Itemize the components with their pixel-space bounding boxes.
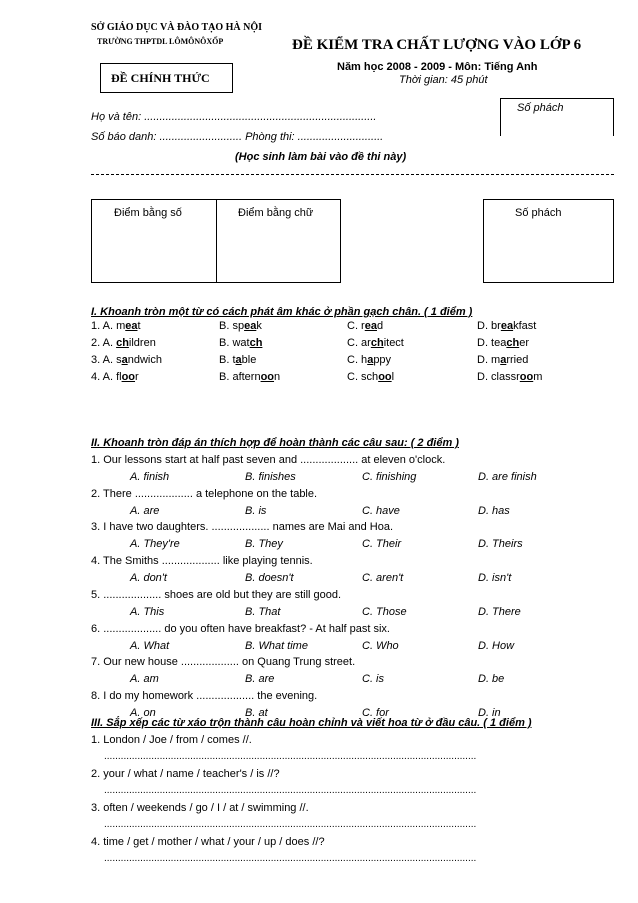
pron-option [477, 320, 536, 332]
answer-option[interactable]: B. finishes [245, 471, 296, 483]
reorder-question: 4. time / get / mother / what / your / up / does //? [91, 836, 325, 848]
pron-option [347, 337, 404, 349]
pron-option [91, 337, 156, 349]
pron-option-text: ppy [373, 354, 392, 366]
pron-option-text: 3. A. s [91, 354, 122, 366]
answer-option[interactable]: A. don't [130, 572, 167, 585]
pron-option-text: itect [383, 337, 404, 349]
answer-line[interactable]: ...................................................................................................................................... [104, 785, 477, 796]
pron-underlined-part: oo [519, 371, 534, 383]
answer-option[interactable]: A. am [130, 673, 159, 686]
pron-underlined-part: ch [370, 337, 384, 349]
section1-title: I. Khoanh tròn một từ có cách phát âm khác ở phần gạch chân. ( 1 điểm ) [91, 306, 473, 318]
pron-option-text: B. wat [219, 337, 250, 349]
pron-option-text: D. classr [477, 371, 520, 383]
so-phach-box [483, 199, 614, 283]
school-name: TRƯỜNG THPTDL LÔMÔNÔXỐP [97, 37, 224, 46]
question-text: 8. I do my homework ................... the evening. [91, 689, 318, 702]
answer-option[interactable]: B. at [245, 706, 268, 719]
student-number-line: Số báo danh: ........................... Phòng thi: ............................ [91, 131, 384, 143]
pron-underlined-part: ch [116, 337, 129, 349]
pron-option [347, 354, 391, 366]
reorder-question: 1. London / Joe / from / comes //. [91, 734, 252, 746]
year-subject: Năm học 2008 - 2009 - Môn: Tiếng Anh [337, 61, 538, 73]
pron-option [219, 354, 256, 366]
cut-line [91, 174, 614, 175]
section3-title: III. Sắp xếp các từ xáo trộn thành câu hoàn chỉnh và viết hoa từ ở đầu câu. ( 1 điểm ) [91, 717, 532, 729]
official-label: ĐỀ CHÍNH THỨC [111, 71, 210, 85]
pron-underlined-part: a [500, 354, 507, 366]
instruction: (Học sinh làm bài vào đề thi này) [235, 151, 407, 163]
answer-option[interactable]: A. What [130, 639, 170, 652]
pron-option-text: ble [241, 354, 257, 366]
reorder-question: 2. your / what / name / teacher's / is //? [91, 768, 280, 780]
answer-option[interactable]: C. aren't [362, 572, 404, 585]
so-phach-box-top [500, 98, 614, 136]
answer-option[interactable]: B. They [245, 538, 283, 551]
pron-option-text: r [135, 371, 139, 383]
pron-option [219, 371, 280, 383]
question-text: 4. The Smiths ................... like playing tennis. [91, 555, 313, 568]
pron-option-text: C. h [347, 354, 368, 366]
pron-option-text: B. sp [219, 320, 245, 332]
question-text: 7. Our new house ................... on Quang Trung street. [91, 656, 356, 669]
answer-option[interactable]: C. Their [362, 538, 402, 551]
student-name-line: Họ và tên: ............................................................................ [91, 111, 377, 123]
answer-option[interactable]: D. in [478, 706, 501, 719]
answer-option[interactable]: C. Those [362, 605, 407, 618]
answer-option[interactable]: A. They're [130, 538, 180, 551]
pron-option-text: t [137, 320, 141, 332]
pron-option-text: D. tea [477, 337, 507, 349]
pron-option-text: 1. A. m [91, 320, 126, 332]
pron-option-text: C. ar [347, 337, 371, 349]
pron-option [347, 320, 383, 332]
pron-option-text: D. br [477, 320, 501, 332]
answer-line[interactable]: ...................................................................................................................................... [104, 819, 477, 830]
pron-option [91, 320, 141, 332]
answer-option[interactable]: A. are [130, 504, 160, 517]
pron-option-text: ndwich [127, 354, 162, 366]
pron-option-text: er [519, 337, 529, 349]
pron-option-text: k [256, 320, 262, 332]
score-number-header: Điểm bằng số [114, 207, 182, 219]
score-words-header: Điểm bằng chữ [238, 207, 314, 219]
pron-option-text: B. t [219, 354, 236, 366]
answer-option[interactable]: B. is [245, 504, 267, 517]
question-text: 3. I have two daughters. ................... names are Mai and Hoa. [91, 521, 394, 534]
pron-option-text: d [376, 320, 384, 332]
pron-underlined-part: ea [364, 320, 377, 332]
reorder-question: 3. often / weekends / go / I / at / swimming //. [91, 802, 309, 814]
exam-time: Thời gian: 45 phút [399, 74, 488, 86]
so-phach-header: Số phách [515, 207, 562, 219]
answer-line[interactable]: ...................................................................................................................................... [104, 853, 477, 864]
question-text: 6. ................... do you often have breakfast? - At half past six. [91, 622, 390, 635]
pron-option-text: ildren [128, 337, 156, 349]
pron-option-text: B. aftern [219, 371, 261, 383]
pron-option [219, 320, 262, 332]
pron-option-text: rried [506, 354, 529, 366]
pron-underlined-part: a [235, 354, 242, 366]
exam-title: ĐỀ KIỂM TRA CHẤT LƯỢNG VÀO LỚP 6 [292, 37, 582, 53]
answer-option[interactable]: A. This [130, 605, 165, 618]
pron-underlined-part: oo [121, 371, 136, 383]
answer-option[interactable]: C. is [362, 673, 384, 686]
pron-underlined-part: ea [244, 320, 257, 332]
official-stamp-box [100, 63, 233, 93]
department-name: SỞ GIÁO DỤC VÀ ĐÀO TẠO HÀ NỘI [91, 22, 263, 33]
answer-option[interactable]: D. There [478, 605, 521, 618]
so-phach-label-top: Số phách [517, 102, 564, 114]
answer-option[interactable]: D. How [478, 639, 515, 652]
answer-option[interactable]: D. isn't [478, 572, 512, 585]
pron-underlined-part: a [367, 354, 374, 366]
pron-option-text: 2. A. [91, 337, 117, 349]
answer-option[interactable]: D. Theirs [478, 538, 523, 551]
answer-option[interactable]: B. That [245, 605, 281, 618]
pron-underlined-part: ch [506, 337, 520, 349]
section2-title: II. Khoanh tròn đáp án thích hợp để hoàn thành các câu sau: ( 2 điểm ) [91, 437, 459, 449]
pron-underlined-part: ea [500, 320, 514, 332]
pron-option [347, 371, 394, 383]
pron-option-text: C. sch [347, 371, 379, 383]
answer-option[interactable]: D. has [478, 504, 510, 517]
answer-option[interactable]: B. are [245, 673, 275, 686]
answer-option[interactable]: A. finish [130, 471, 170, 483]
pron-option [219, 337, 262, 349]
pron-underlined-part: a [121, 354, 128, 366]
pron-option-text: l [391, 371, 395, 383]
pron-option-text: kfast [513, 320, 537, 332]
answer-option[interactable]: D. be [478, 673, 505, 686]
answer-option[interactable]: C. finishing [362, 471, 417, 483]
score-table [91, 199, 341, 283]
pron-option-text: C. r [347, 320, 365, 332]
answer-line[interactable]: ...................................................................................................................................... [104, 751, 477, 762]
pron-option [477, 354, 528, 366]
pron-underlined-part: oo [260, 371, 275, 383]
answer-option[interactable]: B. doesn't [245, 572, 294, 585]
answer-option[interactable]: C. for [362, 706, 389, 719]
pron-option [91, 354, 162, 366]
pron-option [477, 371, 542, 383]
answer-option[interactable]: C. have [362, 504, 400, 517]
score-table-divider [216, 200, 217, 282]
pron-option-text: D. m [477, 354, 501, 366]
question-text: 2. There ................... a telephone on the table. [91, 487, 318, 500]
question-text: 5. ................... shoes are old but they are still good. [91, 588, 342, 601]
answer-option[interactable]: C. Who [362, 639, 399, 652]
pron-underlined-part: ea [125, 320, 138, 332]
pron-underlined-part: oo [378, 371, 392, 383]
question-text: 1. Our lessons start at half past seven and ................... at eleven o'clock. [91, 454, 446, 466]
pron-option-text: 4. A. fl [91, 371, 122, 383]
answer-option[interactable]: A. on [130, 706, 156, 719]
pron-option-text: m [533, 371, 543, 383]
pron-underlined-part: ch [249, 337, 263, 349]
pron-option-text: n [274, 371, 281, 383]
pron-option [91, 371, 139, 383]
answer-option[interactable]: B. What time [245, 639, 308, 652]
pron-option [477, 337, 529, 349]
answer-option[interactable]: D. are finish [478, 471, 537, 483]
